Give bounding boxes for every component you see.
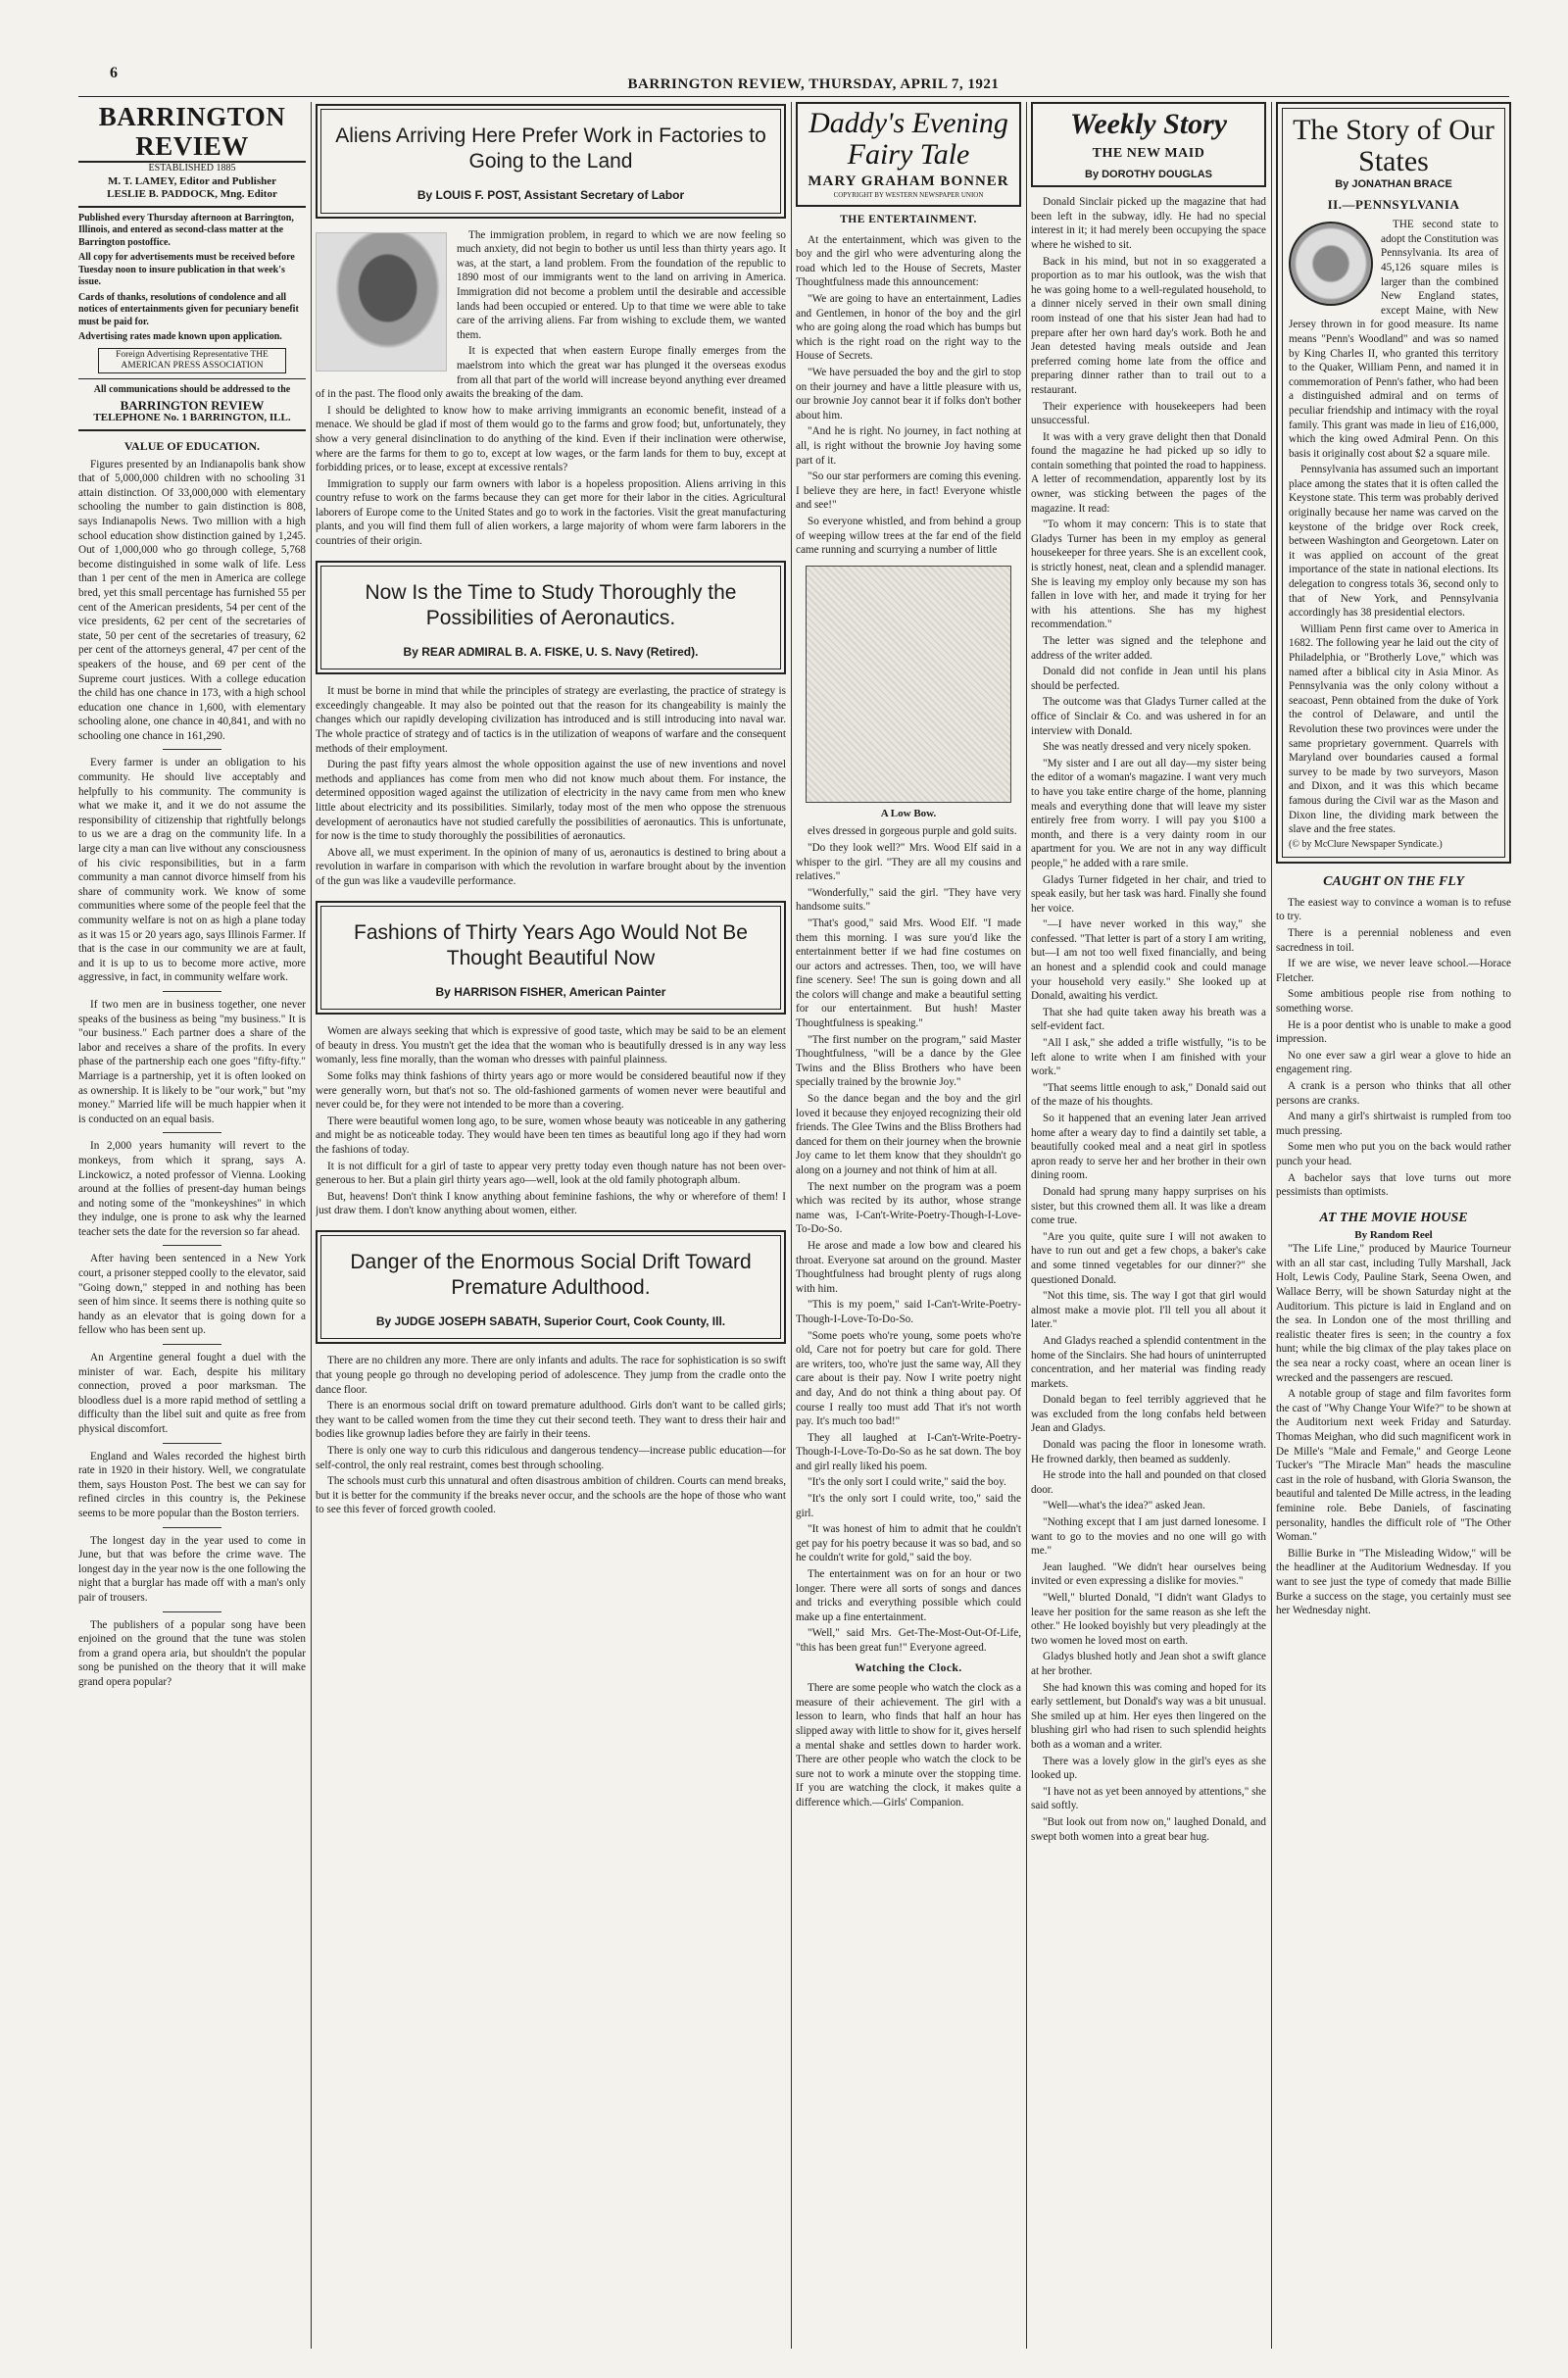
article-byline: By JUDGE JOSEPH SABATH, Superior Court, Cook County, Ill. [375, 1313, 726, 1328]
story-paragraph: The letter was signed and the telephone and address of the writer added. [1031, 635, 1266, 662]
weekly-story-name: THE NEW MAID [1092, 146, 1205, 161]
story-paragraph: "To whom it may concern: This is to state that Gladys Turner has been in my employ as general housekeeper for three years. She is an excellent cook, is strictly honest, neat, clean and a splendid manager. She is leaving my employ only because my son has fallen in love with her, and made it trying for her with his attentions. She has my highest recommendation." [1031, 519, 1266, 631]
story-paragraph: At the entertainment, which was given to the boy and the girl who were adventuring along the road which led to the House of Secrets, Master Thoughtfulness made this announcement: [796, 233, 1021, 289]
quip: The easiest way to convince a woman is to refuse to try. [1276, 896, 1511, 923]
movie-heading: AT THE MOVIE HOUSE [1319, 1210, 1468, 1225]
clock-paragraph: There are some people who watch the clock as a measure of their achievement. The girl with a lesson to learn, who finds that half an hour has slipped away with little to show for it, gives herself a mental shake and settles down to harder work. There are other people who watch the clock to be sure not to work a minute over the stopping time. If you are watching the clock, it makes quite a difference which.—Girls' Companion. [796, 1682, 1021, 1808]
story-paragraph: "Are you quite, quite sure I will not awaken to have to run out and get a few chops, a baker's cake and some tinned vegetables for our dinner?" she questioned Donald. [1031, 1230, 1266, 1286]
weekly-story-header [1031, 102, 1266, 187]
story-paragraph: "Well—what's the idea?" asked Jean. [1043, 1500, 1205, 1512]
story-paragraph: Gladys blushed hotly and Jean shot a swift glance at her brother. [1031, 1651, 1266, 1677]
states-paragraph: THE second state to adopt the Constitution was Pennsylvania. Its area of 45,126 square miles is larger than the combined New England states, except Maine, with New Jersey thrown in for good measure. Its name means "Penn's Woodland" and was so named by King Charles II, who granted this territory to the Quaker, William Penn, and named it in commemoration of Penn's father, who had been a distinguished admiral and on terms of peculiar friendship and intimacy with the royal family. This grant was made in lieu of £16,000, which the king owed Admiral Penn. On this basis it originally cost about $2 a square mile. [1289, 219, 1498, 460]
story-paragraph: And Gladys reached a splendid contentment in the home of the Sinclairs. She had hours of uninterrupted concentration, and her material was finding ready markets. [1031, 1334, 1266, 1390]
article-paragraph: It is not difficult for a girl of taste to appear very pretty today even though nature has not been over-generous to her. But a plain girl thirty years ago—well, look at the old family photograph album. [316, 1160, 786, 1187]
movie-paragraph: A notable group of stage and film favorites form the cast of "Why Change Your Wife?" to be shown at the Auditorium next week Friday and Saturday. Thomas Meighan, who did such magnificent work in De Mille's "Male and Female," and George Leone Tucker's "The Miracle Man" heads the masculine cast in the role of husband, with Gloria Swanson, the beautiful and talented De Mille actress, in the leading feminine role. Bebe Daniels, of fascinating personality, handles the difficult role of "The Other Woman." [1276, 1388, 1511, 1544]
editorial-paragraph: In 2,000 years humanity will revert to the monkeys, from which it sprang, says A. Linckowicz, a noted professor of Vienna. Looking around at the follies of present-day human beings and noting some of the "monkeyshines" in which they indulge, one is prone to ask why the learned teacher sets the date for the reversion so far ahead. [78, 1140, 306, 1238]
quip: Some men who put you on the back would rather punch your head. [1276, 1141, 1511, 1167]
column-rule [311, 102, 312, 2349]
story-paragraph: "Nothing except that I am just darned lonesome. I want to go to the movies and no one will go with me." [1031, 1516, 1266, 1558]
copy-note: All copy for advertisements must be received before Tuesday noon to insure publication in that week's issue. [78, 252, 295, 287]
published-note: Published every Thursday afternoon at Barrington, Illinois, and entered as second-class matter at the Barrington postoffice. [78, 212, 294, 248]
divider [163, 749, 221, 750]
column-rule [791, 102, 792, 2349]
quip: There is a perennial nobleness and even sacredness in toil. [1276, 927, 1511, 954]
story-paragraph: So everyone whistled, and from behind a group of weeping willow trees at the far end of the field came running and scurrying a number of little [796, 515, 1021, 557]
weekly-story-author: By DOROTHY DOUGLAS [1085, 168, 1212, 180]
article-header-box [316, 901, 786, 1016]
rates-note: Advertising rates made known upon application. [78, 331, 282, 342]
story-paragraph: That she had quite taken away his breath was a self-evident fact. [1031, 1006, 1266, 1033]
story-paragraph: "Wonderfully," said the girl. "They have very handsome suits." [796, 886, 1021, 914]
divider [78, 429, 306, 431]
article-byline: By REAR ADMIRAL B. A. FISKE, U. S. Navy (Retired). [403, 644, 699, 659]
story-paragraph: He strode into the hall and pounded on that closed door. [1031, 1469, 1266, 1496]
established: ESTABLISHED 1885 [148, 163, 236, 173]
story-paragraph: She had known this was coming and hoped for its early settlement, but Donald's way was a bit unusual. She smiled up at him. Her eyes then lingered on the blushing girl who had risen to such splendid heights both as a woman and a writer. [1031, 1681, 1266, 1751]
article-paragraph: There are no children any more. There are only infants and adults. The race for sophistication is so swift that young people go through no developing period of adolescence. They jump from the cradle onto the dance floor. [316, 1355, 786, 1396]
article-paragraph: It is expected that when eastern Europe finally emerges from the maelstrom into which the great war has plunged it the overseas exodus from all that part of the world will increase beyond anything ever dreamed of in the past. The flood only awaits the breaking of the dam. [316, 345, 786, 401]
page-number: 6 [110, 65, 118, 81]
story-paragraph: Jean laughed. "We didn't hear ourselves being invited or even expressing a dislike for movies." [1031, 1561, 1266, 1588]
story-paragraph: "We are going to have an entertainment, Ladies and Gentlemen, in honor of the boy and the girl who are going along the road which has bumps but which is the right road on the right way to the House of Secrets. [796, 293, 1021, 363]
quip: A bachelor says that love turns out more pessimists than optimists. [1276, 1171, 1511, 1199]
article-paragraph: There is an enormous social drift on toward premature adulthood. Girls don't want to be called girls; they want to be called women from the time they cut their second teeth. They want to dress their hair and bodies like grownup ladies before they are fairly in their teens. [316, 1400, 786, 1441]
story-paragraph: She was neatly dressed and very nicely spoken. [1043, 741, 1251, 754]
cards-note: Cards of thanks, resolutions of condolence and all notices of entertainments given for pecuniary benefit must be paid for. [78, 291, 299, 327]
column-rule [1271, 102, 1272, 2349]
column-weekly-story [1031, 102, 1266, 2349]
story-paragraph: Donald had sprung many happy surprises on his sister, but this crowned them all. It was like a dream come true. [1031, 1185, 1266, 1227]
caught-heading: CAUGHT ON THE FLY [1323, 874, 1464, 890]
story-paragraph: "The first number on the program," said Master Thoughtfulness, "will be a dance by the Glee Twins and the Bliss Brothers who have been specially trained by the brownie Joy." [796, 1033, 1021, 1089]
story-paragraph: He arose and made a low bow and cleared his throat. Everyone sat around on the ground. Master Thoughtfulness had brought plenty of rugs along with him. [796, 1239, 1021, 1295]
fairy-tale-title: Daddy's Evening Fairy Tale [808, 107, 1008, 171]
story-paragraph: Donald began to feel terribly aggrieved that he was excluded from the long confabs held between Jean and Gladys. [1031, 1394, 1266, 1435]
quip: A crank is a person who thinks that all other persons are cranks. [1276, 1079, 1511, 1107]
paper-title: BARRINGTON REVIEW [78, 102, 306, 163]
story-paragraph: "—I have never worked in this way," she confessed. "That letter is part of a story I am writing, but—I am not too well fixed financially, and being an honest and a splendid cook and could manage your household very easily." She looked up at Donald, awaiting his verdict. [1031, 918, 1266, 1003]
story-paragraph: Donald did not confide in Jean until his plans should be perfected. [1031, 666, 1266, 692]
article-paragraph: I should be delighted to know how to make arriving immigrants an economic benefit, instead of a menace. We should be glad if most of them would go to the farms and grow food; but, unfortunately, they show a very general disinclination to do anything of the kind. Even if their inclination were otherwise, where are the farms for them to go to, except at low wages, or the farm lands for them to buy, except at forbidding prices, or to lease, except at excessive rentals? [316, 404, 786, 474]
movie-byline: By Random Reel [1354, 1229, 1433, 1242]
divider [163, 1527, 221, 1528]
state-heading: II.—PENNSYLVANIA [1327, 196, 1460, 212]
editor-line: M. T. LAMEY, Editor and Publisher [108, 174, 276, 187]
article-paragraph: There were beautiful women long ago, to be sure, women whose beauty was noticeable in any gathering and might be as noticeable today. They would have been ten times as beautiful long ago if they had worn the fashions of today. [316, 1115, 786, 1156]
divider [78, 378, 306, 379]
editorial-paragraph: An Argentine general fought a duel with the minister of war. Each, despite his military connection, proved a poor marksman. The bloodless duel is a more rapid method of settling a difficulty than the libel suit and quite as free from physical discomfort. [78, 1352, 306, 1435]
editorial-paragraph: England and Wales recorded the highest birth rate in 1920 in their history. Well, we congratulate them, says Houston Post. The best we can say for refined circles in this country is, the Pekinese seems to be more popular than the Boston terriers. [78, 1450, 306, 1519]
article-byline: By LOUIS F. POST, Assistant Secretary of Labor [416, 188, 685, 202]
story-paragraph: The next number on the program was a poem which was recited by its author, whose strange name was, I-Can't-Write-Poetry-Though-I-Love-To-Do-So. [796, 1180, 1021, 1236]
article-headline: Danger of the Enormous Social Drift Toward Premature Adulthood. [350, 1250, 752, 1299]
editorial-paragraph: Every farmer is under an obligation to his community. He should live acceptably and helpfully to his community. The community is what we make it, and it we do not assume the responsibility of citizenship that rightfully belongs to us we are a drag on the community life. In a large city a man can live without any consciousness of his civic responsibilities, but in a farm community a man cannot divorce himself from his share of community work. We know of some communities where some of the people feel that the community welfare is not on as high a plane today as it was 15 or 20 years ago, says Illinois Farmer. If that is the case in our community we are at fault, and it is up to us to become more active, more aggressive, in fact, in community welfare work. [78, 757, 306, 984]
states-author: By JONATHAN BRACE [1335, 178, 1452, 190]
communications-note: All communications should be addressed to the [93, 383, 291, 395]
story-paragraph: It was with a very grave delight then that Donald found the magazine he had picked up so idly to contain something that pointed the road to happiness. A letter of recommendation, apparently lost by its owner, was sticking between the pages of the magazine. It read: [1031, 430, 1266, 515]
column-rule [1026, 102, 1027, 2349]
movie-paragraph: "The Life Line," produced by Maurice Tourneur with an all star cast, including Tully Marshall, Jack Holt, Lewis Cody, Pauline Stark, Seena Owen, and Wallace Berry, will be shown Saturday night at the Auditorium. This picture is laid in England and on the sea. In London one of the most thrilling and realistic theater fires is seen; in the country a fox hunt; while the big climax of the play takes place on the sea near a rocky coast, where an ocean liner is wrecked and the passengers are rescued. [1276, 1243, 1511, 1384]
fairy-tale-header [796, 102, 1021, 207]
story-paragraph: "Well," blurted Donald, "I didn't want Gladys to leave her position for the same reason as she left the other." He looked boyishly but very pleadingly at the two women he loved most on earth. [1031, 1592, 1266, 1647]
illustration-caption: A Low Bow. [880, 807, 937, 819]
article-paragraph: During the past fifty years almost the whole opposition against the use of new inventions and novel methods and appliances has come from men who did not know much about them. For instance, the determined opposition waged against the utilization of electricity in the navy came from men who knew little about electricity and its possibilities. Similarly, today most of the men who oppose the strenuous development of aeronautics have not studied carefully the possibilities of aeronautics. This is unfortunate, for now is the time to study thoroughly the possibilities of aeronautics. [316, 759, 786, 843]
mng-editor-line: LESLIE B. PADDOCK, Mng. Editor [107, 187, 277, 200]
states-title: The Story of Our States [1293, 114, 1494, 177]
story-paragraph: "That seems little enough to ask," Donald said out of the maze of his thoughts. [1031, 1081, 1266, 1109]
article-paragraph: Above all, we must experiment. In the opinion of many of us, aeronautics is destined to bring about a revolution in warfare in comparison with which the revolution in warfare brought about by the invention of the gun was like a vaudeville performance. [316, 846, 786, 887]
story-paragraph: "So our star performers are coming this evening. I believe they are here, in fact! Everyone whistle and see!" [796, 471, 1021, 512]
states-paragraph: Pennsylvania has assumed such an important place among the states that it is often called the Keystone state. This term was probably derived originally because her name was carved on the keystone of the bridge over Rock creek, between Washington and Georgetown. Later on it was applied on account of the great importance of the state in national elections. Its delegation to congress totals 36, second only to that of New York, and Pennsylvania accordingly has 38 presidential electors. [1289, 464, 1498, 619]
movie-paragraph: Billie Burke in "The Misleading Widow," will be the headliner at the Auditorium Wednesday. If you want to see just the type of comedy that made Billie Burke a success on the stage, you certainly must see her Wednesday night. [1276, 1547, 1511, 1617]
address-name: BARRINGTON REVIEW [120, 398, 265, 413]
article-paragraph: Women are always seeking that which is expressive of good taste, which may be said to be an element of beauty in dress. You mustn't get the idea that the woman who is beautifully dressed is in any way less womanly, less fine morally, than the woman who dresses with painful plainness. [316, 1025, 786, 1066]
story-poem: "Some poets who're young, some poets who're old, Care not for poetry but care for gold. There are writers, too, who're just the same way, All they care about is their pay. Now I write poetry night and day, And do not think a thing about pay. Of course I really too must add That it's not worth pay. It's much too bad!" [796, 1329, 1021, 1428]
story-paragraph: "And he is right. No journey, in fact nothing at all, is right without the brownie Joy having some part of it. [796, 425, 1021, 467]
education-heading: VALUE OF EDUCATION. [123, 439, 261, 453]
story-paragraph: "I have not as yet been annoyed by attentions," she said softly. [1031, 1785, 1266, 1812]
story-title: THE ENTERTAINMENT. [840, 214, 977, 226]
story-paragraph: "All I ask," she added a trifle wistfully, "is to be left alone to write when I am finished with your work." [1031, 1037, 1266, 1078]
story-paragraph: The entertainment was on for an hour or two longer. There were all sorts of songs and dances and tricks and everything possible which could make up a fine entertainment. [796, 1568, 1021, 1623]
states-paragraph: William Penn first came over to America in 1682. The following year he laid out the city of Philadelphia, or "Brotherly Love," which was named after a biblical city in Asia Minor. As Pennsylvania was the only colony without a seacoast, Penn obtained from the duke of York the control of Delaware, and until the Revolution these two provinces were under the same proprietary government. Quarrels with Maryland over boundaries caused a formal survey to be made by two surveyors, Mason and Dixon, and it was this which became famous during the Civil war as the Mason and Dixon line, the dividing mark between the slave and the free states. [1289, 622, 1498, 836]
editorial-paragraph: After having been sentenced in a New York court, a prisoner stepped coolly to the elevator, said "Going down," stepped in and nothing has been seen of him since. It seems there is nothing quite so handy as an elevator that is going down for a fellow who has been sent up. [78, 1253, 306, 1337]
article-paragraph: There is only one way to curb this ridiculous and dangerous tendency—increase public education—for self-control, the only real restraint, comes best through schooling. [316, 1445, 786, 1471]
article-headline: Fashions of Thirty Years Ago Would Not Be Thought Beautiful Now [354, 920, 748, 969]
divider [163, 1443, 221, 1444]
story-paragraph: Back in his mind, but not in so exaggerated a proportion as to mar his outlook, was the wish that he was going home to a well-regulated household, to a dinner nicely served in their own small dining room instead of one that his sister Jean had had to prepare after her own hard day's work. Both he and Jean detested having meals outside and Jean preferred coming home late from the office and preparing dinner rather than to trail out to a restaurant. [1031, 255, 1266, 396]
story-paragraph: "That's good," said Mrs. Wood Elf. "I made them this morning. I was sure you'd like the entertainment better if we had fine costumes on our actors and actresses. Then, too, we will have fine scenery. See! The sun is going down and all the colors will change and make a beautiful setting for our entertainment. But hush! Master Thoughtfulness is speaking." [796, 917, 1021, 1030]
article-paragraph: But, heavens! Don't think I know anything about feminine fashions, the why or wherefore of them! I just draw them. I don't know anything about women, either. [316, 1190, 786, 1217]
story-paragraph: Donald Sinclair picked up the magazine that had been left in the subway, idly. He had no special interest in it; it had merely been occupying the space where he wished to sit. [1031, 196, 1266, 251]
article-byline: By HARRISON FISHER, American Painter [435, 984, 666, 999]
story-paragraph: Their experience with housekeepers had been unsuccessful. [1031, 400, 1266, 427]
quip: No one ever saw a girl wear a glove to hide an engagement ring. [1276, 1049, 1511, 1076]
editorial-paragraph: If two men are in business together, one never speaks of the business as being "my business." It is "our business." Each partner does a share of the labor and receives a share of the profits. In every phase of the partnership each one goes "fifty-fifty." Marriage is a partnership, yet it is often looked on as ownership. It is likely to be "our work," but "my money." Married life will be much happier when it is conducted on an equal basis. [78, 998, 306, 1125]
divider [163, 1245, 221, 1246]
top-rule [78, 96, 1509, 97]
column-editorial [78, 102, 306, 2349]
article-header-box [316, 561, 786, 675]
story-paragraph: elves dressed in gorgeous purple and gold suits. [808, 825, 1017, 838]
article-paragraph: The schools must curb this unnatural and often disastrous ambition of children. Courts can mend breaks, but it is better for the community if the breaks never occur, and the schools are the hope of those who want to see this fever of forced growth cooled. [316, 1475, 786, 1516]
story-paragraph: "It was honest of him to admit that he couldn't get pay for his poetry because it was so bad, and so he couldn't write for gold," said the boy. [796, 1523, 1021, 1564]
article-header-box [316, 104, 786, 219]
state-seal [1289, 222, 1373, 306]
editorial-paragraph: Figures presented by an Indianapolis bank show that of 5,000,000 children with no schooling 31 attain distinction. Of 33,000,000 with elementary schooling the number to gain distinction is 808, says Indianapolis News. Two million with a high school education show distinction gained by 1,245. Out of 1,000,000 who go through college, 5,768 become distinguished in some walk of life. Less than 1 per cent of the men in America are college bred, yet this small percentage has furnished 55 per cent of the American presidents, 54 per cent of the vice presidents, 62 per cent of the secretaries of state, 50 per cent of the secretaries of treasury, 62 per cent of the attorneys general, 47 per cent of the speakers of the house, and 69 per cent of the Supreme court justices. With a college education the child has one chance in 173, with a high school education one chance in 1,600, with elementary schooling alone, one chance in 40,841, and with no schooling one chance in 161,290. [78, 458, 306, 742]
copyright-line: COPYRIGHT BY WESTERN NEWSPAPER UNION [833, 190, 984, 199]
story-paragraph: "This is my poem," said I-Can't-Write-Poetry-Though-I-Love-To-Do-So. [796, 1299, 1021, 1325]
story-paragraph: "It's the only sort I could write, too," said the girl. [796, 1493, 1021, 1519]
story-paragraph: There was a lovely glow in the girl's eyes as she looked up. [1031, 1755, 1266, 1782]
story-paragraph: "It's the only sort I could write," said the boy. [808, 1476, 1006, 1489]
story-paragraph: The outcome was that Gladys Turner called at the office of Sinclair & Co. and was ushered in for an interview with Donald. [1031, 696, 1266, 737]
article-paragraph: The immigration problem, in regard to which we are now feeling so much anxiety, did not begin to bother us until less than thirty years ago. It was, at the start, a land problem. From the foundation of the republic to 1890 most of our immigrants went to the land on arriving in America. Immigration did not become a problem until the desirable and accessible lands had been occupied or entered. Up to that time we were able to take care of the arriving aliens. Far from wishing to exclude them, we wanted them. [457, 228, 786, 341]
author-portrait [316, 232, 447, 372]
story-paragraph: They all laughed at I-Can't-Write-Poetry-Though-I-Love-To-Do-So as he sat down. The boy and girl really liked his poem. [796, 1431, 1021, 1472]
article-paragraph: It must be borne in mind that while the principles of strategy are everlasting, the practice of strategy is exceedingly changeable. It may also be pointed out that the reason for its changeability is mainly the changes which our rapidly developing civilization has introduced and is still introducing into naval war. The whole practice of strategy and of tactics is in the utilization of weapons of warfare and the consequent methods of their employment. [316, 685, 786, 755]
foreign-advertising-box: Foreign Advertising Representative THE AMERICAN PRESS ASSOCIATION [98, 348, 286, 373]
quip: He is a poor dentist who is unable to make a good impression. [1276, 1018, 1511, 1046]
story-paragraph: Gladys Turner fidgeted in her chair, and tried to speak easily, but her task was hard. Finally she found her voice. [1031, 873, 1266, 915]
quip: And many a girl's shirtwaist is rumpled from too much pressing. [1276, 1111, 1511, 1137]
divider [163, 1344, 221, 1345]
fairy-tale-author: MARY GRAHAM BONNER [808, 173, 1009, 189]
syndicate-credit: (© by McClure Newspaper Syndicate.) [1289, 838, 1443, 850]
editorial-paragraph: The longest day in the year used to come in June, but that was before the crime wave. The longest day in the year now is the one following the night that a burglar has made off with a man's only pair of trousers. [78, 1534, 306, 1604]
story-paragraph: Donald was pacing the floor in lonesome wrath. He frowned darkly, then beamed as suddenly. [1031, 1439, 1266, 1465]
clock-heading: Watching the Clock. [855, 1661, 962, 1674]
story-paragraph: "Well," said Mrs. Get-The-Most-Out-Of-Life, "this has been great fun!" Everyone agreed. [796, 1627, 1021, 1654]
story-paragraph: So it happened that an evening later Jean arrived home after a weary day to find a daintily set table, a beautifully cooked meal and a neat girl in spotless apron ready to serve her and her brother in their own dining room. [1031, 1113, 1266, 1182]
story-paragraph: "But look out from now on," laughed Donald, and swept both women into a great bear hug. [1031, 1815, 1266, 1843]
article-headline: Now Is the Time to Study Thoroughly the Possibilities of Aeronautics. [365, 580, 737, 629]
story-paragraph: So the dance began and the boy and the girl loved it because they enjoyed recognizing their old friends. The Glee Twins and the Bliss Brothers had danced for them on their journey when the brownie Joy came to let them know that they shouldn't go along on a journey and not think of him at all. [796, 1093, 1021, 1176]
story-paragraph: "We have persuaded the boy and the girl to stop on their journey and have a little pleasure with us, our brownie Joy cannot bear it if folks don't bother about him. [796, 367, 1021, 421]
article-header-box [316, 1230, 786, 1345]
masthead: BARRINGTON REVIEW, THURSDAY, APRIL 7, 1921 [627, 76, 1000, 92]
column-articles [316, 102, 786, 2349]
weekly-story-title: Weekly Story [1069, 108, 1228, 140]
story-paragraph: "Not this time, sis. The way I got that girl would almost make a movie plot. I'll tell you all about it later." [1031, 1290, 1266, 1331]
column-states [1276, 102, 1511, 2349]
article-paragraph: Some folks may think fashions of thirty years ago or more would be considered beautiful now if they were generally worn, but that's not so. The old-fashioned garments of women never were beautiful and never could be, for they were not intended to be more than a covering. [316, 1069, 786, 1112]
states-box [1276, 102, 1511, 864]
column-fairy-tale [796, 102, 1021, 2349]
quip: Some ambitious people rise from nothing to something worse. [1276, 988, 1511, 1015]
story-paragraph: "My sister and I are out all day—my sister being the editor of a woman's magazine. I want very much to have you take entire charge of the home, planning meals and everything done that will leave my sister entirely free from worry. I will pay you $100 a month, and there is a very dainty room in our apartment for you. We are not in any way difficult people," he added with a rare smile. [1031, 757, 1266, 869]
divider [78, 206, 306, 208]
story-paragraph: "Do they look well?" Mrs. Wood Elf said in a whisper to the girl. "They are all my cousins and relatives." [796, 841, 1021, 883]
telephone-line: TELEPHONE No. 1 BARRINGTON, ILL. [93, 412, 291, 423]
article-paragraph: Immigration to supply our farm owners with labor is a hopeless proposition. Aliens arriving in this country refuse to work on the farms because they can get more for their labor in the cities. Agricultural laborers of Europe come to the United States and go to work in the factories. Visit the great manufacturing plants, and you will find them full of alien workers, a large majority of whom were farm laborers in the countries of their origin. [316, 477, 786, 548]
divider [163, 1132, 221, 1133]
editorial-paragraph: The publishers of a popular song have been enjoined on the ground that the tune was stolen from a grand opera aria, but shouldn't the popular song be punished on the theory that it will make grand opera popular? [78, 1618, 306, 1688]
story-illustration [806, 566, 1011, 803]
quip: If we are wise, we never leave school.—Horace Fletcher. [1276, 958, 1511, 984]
divider [163, 1611, 221, 1612]
divider [163, 991, 221, 992]
article-headline: Aliens Arriving Here Prefer Work in Factories to Going to the Land [335, 124, 766, 173]
